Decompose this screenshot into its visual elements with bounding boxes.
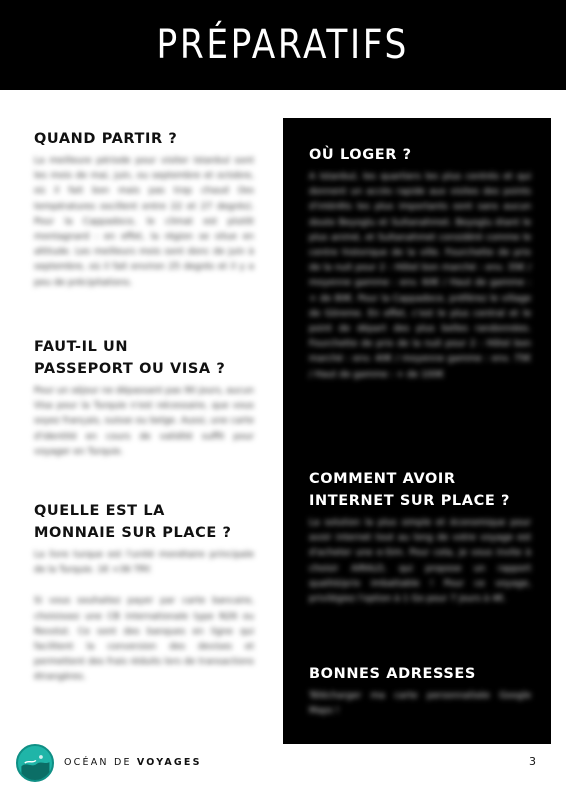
heading-line: FAUT-IL UN <box>34 339 129 355</box>
page-number: 3 <box>529 755 536 768</box>
section-heading <box>34 500 254 544</box>
info-panel <box>283 118 551 744</box>
section-ou-loger <box>309 144 531 383</box>
map-link[interactable]: Télécharger ma carte personnalisée Google Maps ! <box>309 691 531 717</box>
section-quand-partir <box>34 128 254 291</box>
section-passeport-visa <box>34 336 254 460</box>
section-heading: OÙ LOGER ? <box>309 147 412 163</box>
section-internet <box>309 468 531 607</box>
heading-line: PASSEPORT OU VISA ? <box>34 361 226 377</box>
section-body: Pour un séjour ne dépassant pas 90 jours, aucun Visa pour la Turquie n'est nécessaire, que vous soyez français, suisse ou belge. Aussi, une carte d'identité en cours de validité suffit pour voyager en Turquie. <box>34 386 254 457</box>
section-body: La livre turque est l'unité monétaire principale de la Turquie. 1€ =36 TRY. <box>34 550 254 576</box>
section-body: A Istanbul, les quartiers les plus centrés et qui donnent un accès rapide aux visites des points d'intérêts les plus importants sont sans aucun doute Beyoglu et Sultanahmet. Beyoglu étant le plus animé, et Sultanahmet considéré comme le centre historique de la ville. Fourchette de prix de la nuit pour 2 : Hôtel bon marché : env. 35€ / moyenne gamme : env. 60€ / Haut de gamme : + de 80€. Pour la Cappadoce, préférez le village de Göreme. En effet, c'est le plus central et le point de départ des plus belles randonnées. Fourchette de prix de la nuit pour 2 : Hôtel bon marché : env. 40€ / moyenne gamme : env. 75€ / Haut de gamme : + de 100€ <box>309 172 531 380</box>
heading-line: MONNAIE SUR PLACE ? <box>34 525 232 541</box>
brand-name <box>64 757 202 768</box>
section-body: Si vous souhaitez payer par carte bancaire, choisissez une CB internationale type N26 ou Revolut. Ce sont des banques en ligne qui facilitent la conversion des devises et permettent des frais réduits lors de transactions étrangères. <box>34 596 254 683</box>
brand-part: OCÉAN DE <box>64 757 132 768</box>
section-monnaie <box>34 500 254 686</box>
heading-line: COMMENT AVOIR <box>309 471 456 487</box>
section-body: La solution la plus simple et économique pour avoir internet tout au long de votre voyage est d'acheter une e-Sim. Pour cela, je vous invite à choisir AIRALO, qui propose un rapport qualité/prix imbattable ! Pour ce voyage, privilégiez l'option à 1 Go pour 7 jours à 4€. <box>309 518 531 605</box>
brand-part: VOYAGES <box>136 757 202 768</box>
section-heading: QUAND PARTIR ? <box>34 131 178 147</box>
header-band <box>0 0 566 90</box>
ocean-wave-logo-icon <box>16 744 54 782</box>
heading-line: QUELLE EST LA <box>34 503 165 519</box>
page-title: PRÉPARATIFS <box>156 22 410 68</box>
section-bonnes-adresses <box>309 663 531 719</box>
section-heading: BONNES ADRESSES <box>309 666 476 682</box>
section-heading <box>34 336 254 380</box>
footer <box>0 740 566 790</box>
section-body: La meilleure période pour visiter Istanbul sont les mois de mai, juin, ou septembre et octobre, où il fait bon mais pas trop chaud (les températures oscillent entre 22 et 27 degrés). Pour la Cappadoce, le climat est plutôt montagnard : en effet, la région se situe en altitude. Les meilleurs mois sont donc de juin à septembre, où il fait environ 25 degrés et il y a peu de précipitations. <box>34 156 254 288</box>
section-heading <box>309 468 531 512</box>
heading-line: INTERNET SUR PLACE ? <box>309 493 510 509</box>
